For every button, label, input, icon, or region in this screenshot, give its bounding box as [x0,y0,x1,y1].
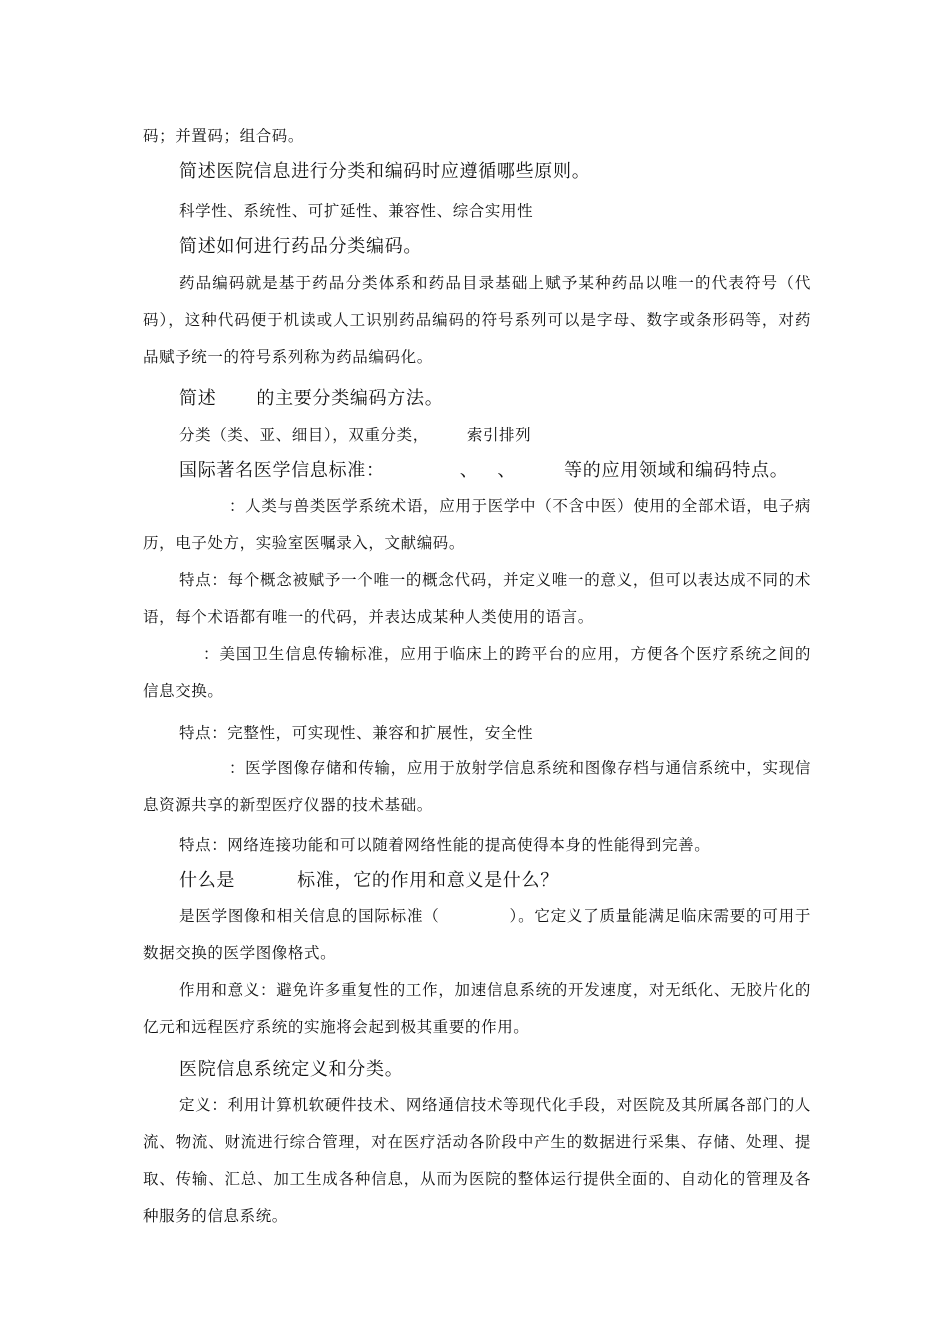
question-what-is-suffix: 标准，它的作用和意义是什么？ [297,870,559,891]
answer-hl7-domain: ：美国卫生信息传输标准，应用于临床上的跨平台的应用，方便各个医疗系统之间的信息交换。 [143,645,811,700]
answer-dicom-domain: ：医学图像存储和传输，应用于放射学信息系统和图像存档与通信系统中，实现信息资源共享的新型医疗仪器的技术基础。 [143,759,811,814]
answer-hl7-features: 特点：完整性，可实现性、兼容和扩展性，安全性 [179,724,534,742]
question-main-methods-prefix: 简述 [179,388,217,409]
question-standards-prefix: 国际著名医学信息标准： [179,460,376,481]
answer-dicom-features: 特点：网络连接功能和可以随着网络性能的提高使得本身的性能得到完善。 [179,836,711,854]
text-line-coding-types: 码；并置码；组合码。 [143,127,305,145]
answer-role-significance: 作用和意义：避免许多重复性的工作，加速信息系统的开发速度，对无纸化、无胶片化的亿元和远程医疗系统的实施将会起到极其重要的作用。 [143,981,811,1036]
question-drug-coding: 简述如何进行药品分类编码。 [179,236,423,257]
question-his-definition: 医院信息系统定义和分类。 [179,1059,404,1080]
question-standards-sep2: 、 [497,460,517,481]
question-what-is-standard [179,866,559,892]
question-classification-principles: 简述医院信息进行分类和编码时应遵循哪些原则。 [179,161,591,182]
answer-drug-coding: 药品编码就是基于药品分类体系和药品目录基础上赋予某种药品以唯一的代表符号（代码），这种代码便于机读或人工识别药品编码的符号系列可以是字母、数字或条形码等，对药品赋予统一的符号系列称为药品编码化。 [143,274,811,366]
answer-standard-definition-part2: ）。它定义了质量能满足临床需要的可用于数据交换的医学图像格式。 [143,907,811,962]
question-main-methods [179,384,443,410]
question-medical-standards [179,456,789,482]
answer-principles: 科学性、系统性、可扩延性、兼容性、综合实用性 [179,202,534,220]
answer-standard-definition-part1: 是医学图像和相关信息的国际标准（ [179,907,440,925]
answer-snomed-features: 特点：每个概念被赋予一个唯一的概念代码，并定义唯一的意义，但可以表达成不同的术语，每个术语都有唯一的代码，并表达成某种人类使用的语言。 [143,571,811,626]
answer-main-methods-part1: 分类（类、亚、细目），双重分类， [179,426,429,444]
answer-main-methods [179,423,531,445]
answer-main-methods-part2: 索引排列 [466,426,532,444]
question-main-methods-suffix: 的主要分类编码方法。 [256,388,444,409]
answer-snomed-domain: ：人类与兽类医学系统术语，应用于医学中（不含中医）使用的全部术语，电子病历，电子处方，实验室医嘱录入，文献编码。 [143,497,811,552]
answer-his-definition: 定义：利用计算机软硬件技术、网络通信技术等现代化手段，对医院及其所属各部门的人流、物流、财流进行综合管理，对在医疗活动各阶段中产生的数据进行采集、存储、处理、提取、传输、汇总、加工生成各种信息，从而为医院的整体运行提供全面的、自动化的管理及各种服务的信息系统。 [143,1096,811,1225]
question-standards-sep1: 、 [459,460,470,481]
answer-standard-definition [143,898,811,972]
question-what-is-prefix: 什么是 [179,870,236,891]
question-standards-suffix: 等的应用领域和编码特点。 [564,460,789,481]
